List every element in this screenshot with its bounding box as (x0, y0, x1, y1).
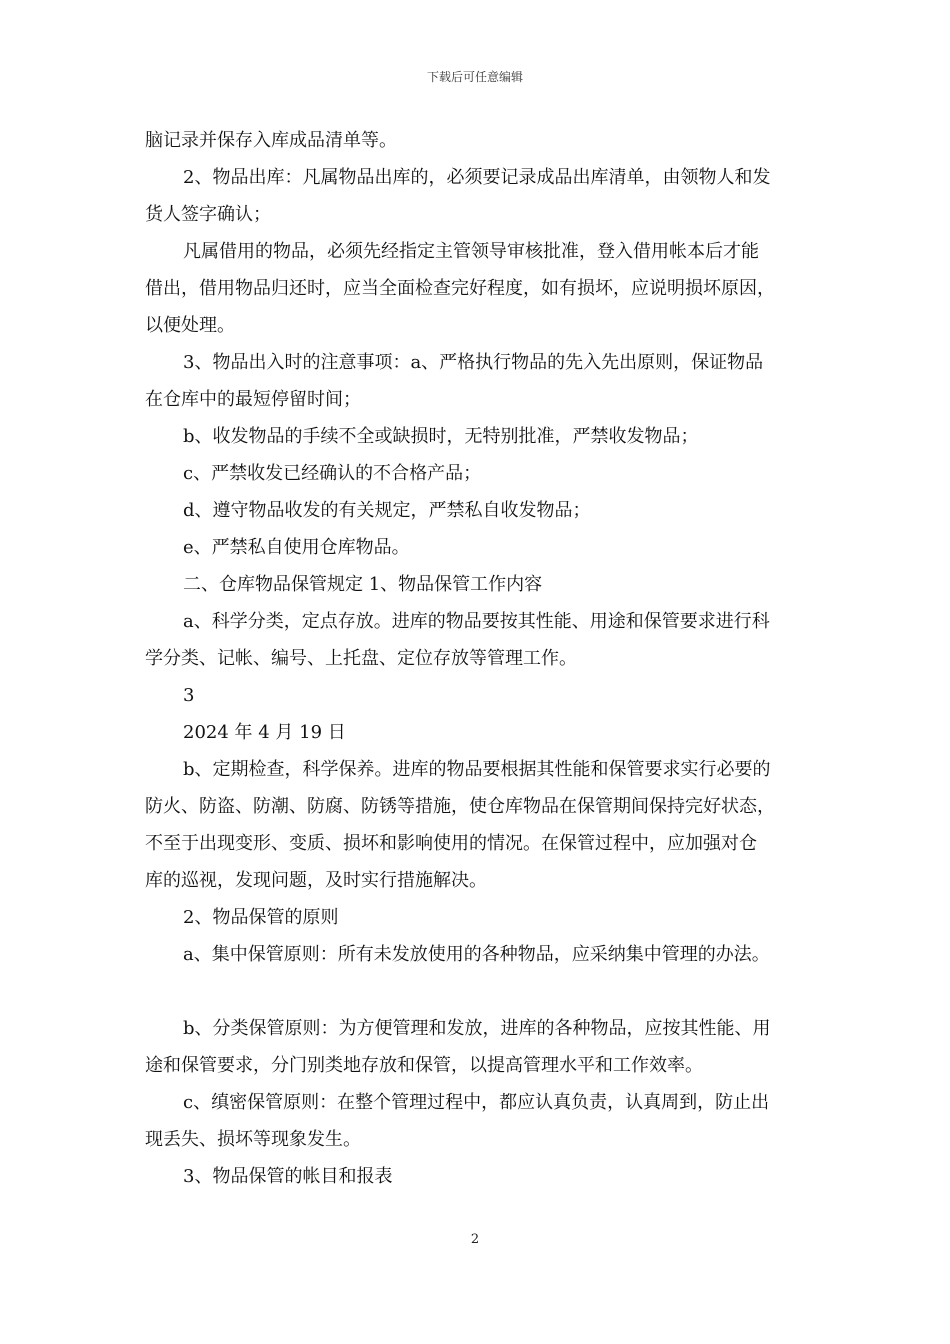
section-heading: 二、仓库物品保管规定 1、物品保管工作内容 (183, 574, 543, 595)
page-number: 2 (470, 1232, 480, 1247)
text-line: c、严禁收发已经确认的不合格产品； (183, 463, 482, 484)
text-line: 3、物品出入时的注意事项：a、严格执行物品的先入先出原则，保证物品 (183, 352, 764, 373)
page-header: 下载后可任意编辑 (426, 70, 523, 84)
text-line: 库的巡视，发现问题，及时实行措施解决。 (145, 870, 487, 891)
text-line: b、收发物品的手续不全或缺损时，无特别批准，严禁收发物品； (183, 426, 699, 447)
paragraph-gap (145, 973, 815, 1010)
text-line: 脑记录并保存入库成品清单等。 (145, 130, 397, 151)
text-line: 3 (183, 685, 195, 706)
document-body (145, 122, 815, 1195)
text-line: 不至于出现变形、变质、损坏和影响使用的情况。在保管过程中，应加强对仓 (145, 833, 757, 854)
text-line: 以便处理。 (145, 315, 235, 336)
text-line: 2、物品保管的原则 (183, 907, 339, 928)
text-line: 防火、防盗、防潮、防腐、防锈等措施，使仓库物品在保管期间保持完好状态， (145, 796, 775, 817)
text-line: e、严禁私自使用仓库物品。 (183, 537, 410, 558)
text-line: c、缜密保管原则：在整个管理过程中，都应认真负责，认真周到，防止出 (183, 1092, 770, 1113)
text-line: 3、物品保管的帐目和报表 (183, 1166, 393, 1187)
text-line: 现丢失、损坏等现象发生。 (145, 1129, 361, 1150)
text-line: 货人签字确认； (145, 204, 271, 225)
text-line: 在仓库中的最短停留时间； (145, 389, 361, 410)
text-line: b、分类保管原则：为方便管理和发放，进库的各种物品，应按其性能、用 (183, 1018, 771, 1039)
text-line: b、定期检查，科学保养。进库的物品要根据其性能和保管要求实行必要的 (183, 759, 771, 780)
text-line: a、集中保管原则：所有未发放使用的各种物品，应采纳集中管理的办法。 (183, 944, 770, 965)
text-line: d、遵守物品收发的有关规定，严禁私自收发物品； (183, 500, 591, 521)
text-line: 借出，借用物品归还时，应当全面检查完好程度，如有损坏，应说明损坏原因， (145, 278, 775, 299)
text-line: 学分类、记帐、编号、上托盘、定位存放等管理工作。 (145, 648, 577, 669)
text-line: 途和保管要求，分门别类地存放和保管，以提高管理水平和工作效率。 (145, 1055, 703, 1076)
text-line: a、科学分类，定点存放。进库的物品要按其性能、用途和保管要求进行科 (183, 611, 770, 632)
date-line: 2024 年 4 月 19 日 (183, 722, 346, 743)
text-line: 凡属借用的物品，必须先经指定主管领导审核批准，登入借用帐本后才能 (183, 241, 759, 262)
text-line: 2、物品出库：凡属物品出库的，必须要记录成品出库清单，由领物人和发 (183, 167, 771, 188)
